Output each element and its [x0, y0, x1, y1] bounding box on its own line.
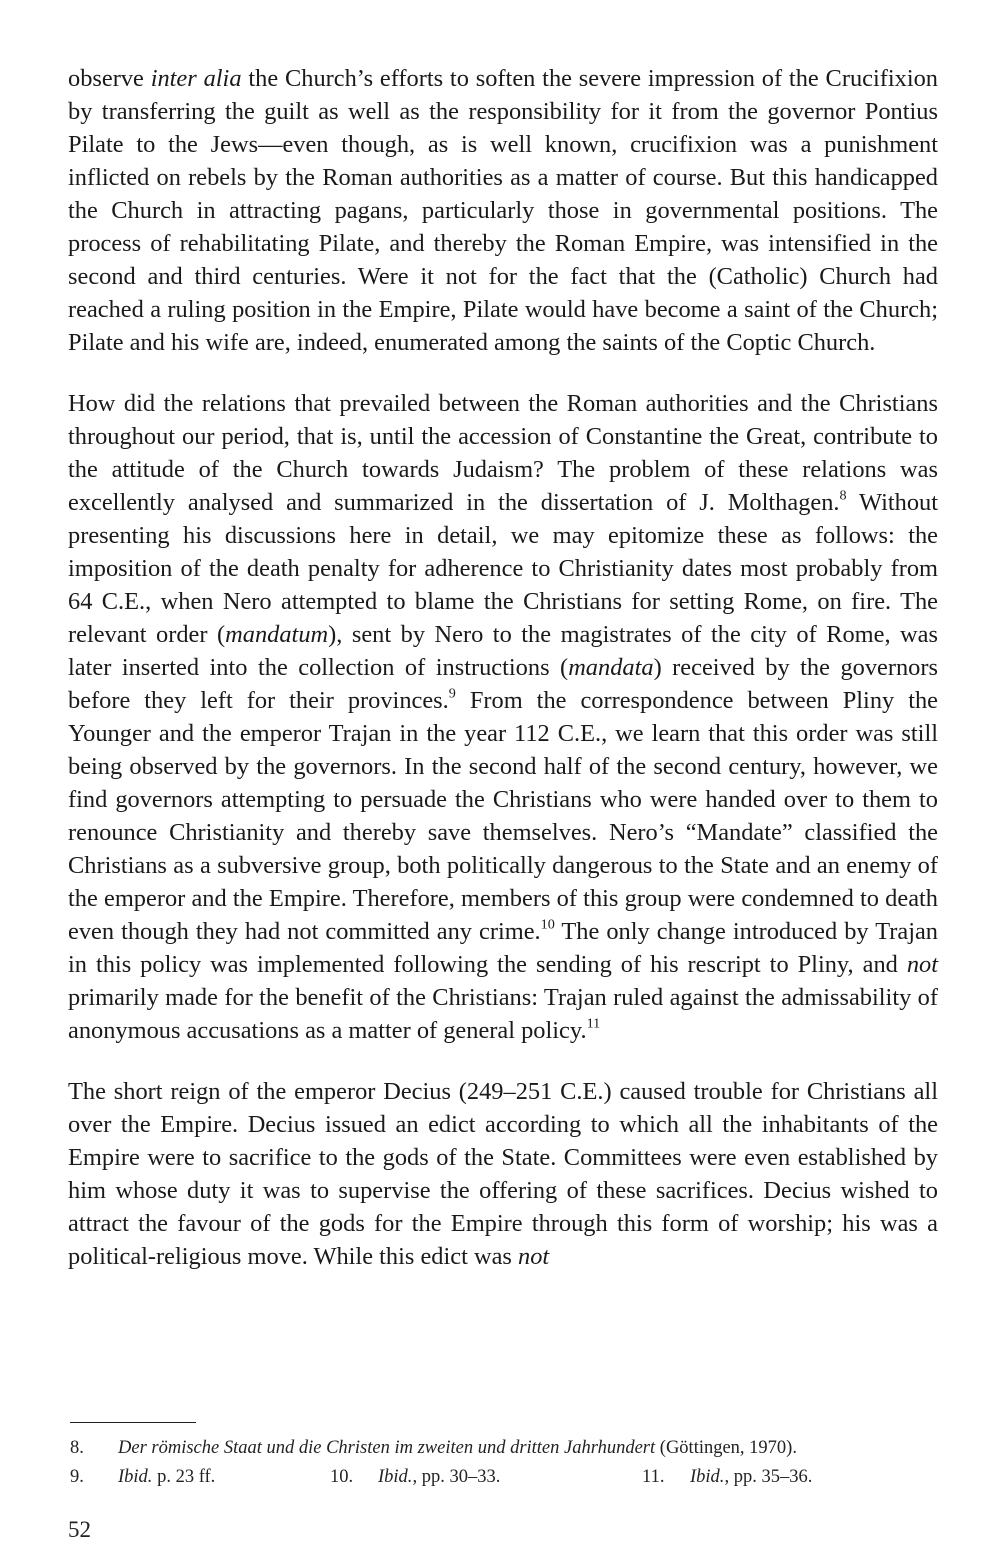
paragraph: The short reign of the emperor Decius (249–251 C.E.) caused trouble for Christians all over the Empire. Decius issued an edict according to which all the inhabitants of the Empire were to sacrifice to the gods of the State. Committees were even established by him whose duty it was to supervise the offering of these sacrifices. Decius wished to attract the favour of the gods for the Empire through this form of worship; his was a political-religious move. While this edict was not — [68, 1078, 938, 1270]
footnote-9 — [70, 1463, 215, 1492]
italic-text: mandata — [568, 654, 654, 681]
footnote-10 — [330, 1463, 500, 1492]
footnote-line — [70, 1463, 950, 1492]
footnote-ref: 11 — [586, 1015, 601, 1032]
paragraph: How did the relations that prevailed between the Roman authorities and the Christians throughout our period, that is, until the accession of Constantine the Great, contribute to the attitude of the Church towards Judaism? The problem of these relations was excellently analysed and summarized in the dissertation of J. Molthagen.$^8$ Without presenting his discussions here in detail, we may epitomize these as follows: the imposition of the death penalty for adherence to Christianity dates most probably from 64 C.E., when Nero attempted to blame the Christians for setting Rome, on fire. The relevant order (mandatum), sent by Nero to the magistrates of the city of Rome, was later inserted into the collection of instructions (mandata) received by the governors before they left for their provinces.$^9$ From the correspondence between Pliny the Younger and the emperor Trajan in the year 112 C.E., we learn that this order was still being observed by the governors. In the second half of the second century, however, we find governors attempting to persuade the Christians who were handed over to them to renounce Christianity and thereby save themselves. Nero’s “Mandate” classified the Christians as a subversive group, both politically dangerous to the State and an enemy of the emperor and the Empire. Therefore, members of this group were condemned to death even though they had not committed any crime.$^{10}$ The only change introduced by Trajan in this policy was implemented following the sending of his rescript to Pliny, and not primarily made for the benefit of the Christians: Trajan ruled against the admissability of anonymous accusations as a matter of general policy.$^{11}$ — [68, 390, 939, 1044]
footnote-ref: 9 — [448, 685, 456, 702]
footnote-number: 10. — [330, 1467, 354, 1487]
italic-text: mandatum — [225, 621, 329, 648]
italic-text: not — [906, 951, 938, 978]
italic-text: inter alia — [150, 65, 242, 92]
body-text — [68, 62, 938, 1273]
italic-text: Ibid. — [690, 1467, 725, 1487]
italic-text: Ibid. — [118, 1467, 153, 1487]
footnote-text: Ibid., pp. 35–36. — [690, 1467, 813, 1487]
italic-text: Ibid. — [378, 1467, 413, 1487]
footnote-11 — [642, 1463, 812, 1492]
footnote-divider — [70, 1422, 196, 1423]
footnote-ref: 10 — [540, 916, 555, 933]
footnote-number: 11. — [642, 1467, 665, 1487]
footnote-text: Ibid., pp. 30–33. — [378, 1467, 501, 1487]
footnote-ref: 8 — [839, 487, 847, 504]
footnote-8 — [70, 1434, 797, 1463]
footnote-number: 8. — [70, 1438, 84, 1458]
paragraph: observe inter alia the Church’s efforts to soften the severe impression of the Crucifixion by transferring the guilt as well as the responsibility for it from the governor Pontius Pilate to the Jews—even though, as is well known, crucifixion was a punishment inflicted on rebels by the Roman authorities as a matter of course. But this handicapped the Church in attracting pagans, particularly those in governmental positions. The process of rehabilitating Pilate, and thereby the Roman Empire, was intensified in the second and third centuries. Were it not for the fact that the (Catholic) Church had reached a ruling position in the Empire, Pilate would have become a saint of the Church; Pilate and his wife are, indeed, enumerated among the saints of the Coptic Church. — [68, 65, 938, 356]
footnote-text: Ibid. p. 23 ff. — [118, 1467, 216, 1487]
footnote-text: Der römische Staat und die Christen im zweiten und dritten Jahrhundert (Göttingen, 1970). — [118, 1438, 797, 1458]
page-number: 52 — [68, 1517, 91, 1542]
footnote-number: 9. — [70, 1467, 84, 1487]
footnote-line — [70, 1434, 950, 1463]
footnotes — [70, 1434, 950, 1492]
italic-text: not — [518, 1243, 550, 1270]
italic-text: Der römische Staat und die Christen im zweiten und dritten Jahrhundert — [118, 1438, 656, 1458]
